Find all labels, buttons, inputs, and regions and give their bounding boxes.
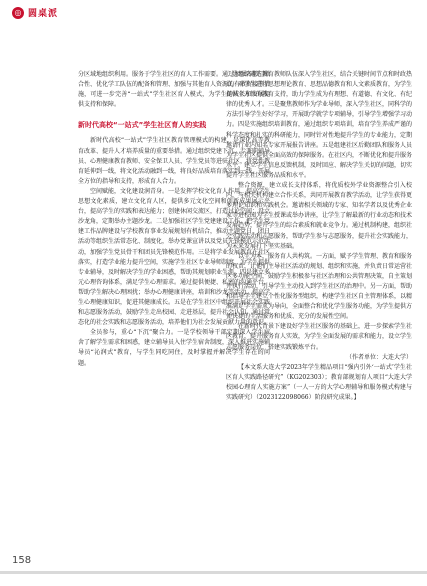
footer-rule bbox=[0, 571, 427, 574]
paragraph: 在新时代背景下建设好学生社区服务的基础上，进一步探索学生社区教育，提升服务育人实效，为学生全面发展的需求和能力，设立学生志愿服务岗位，搭建实践锻炼平台。 bbox=[226, 323, 413, 351]
page-number: 158 bbox=[12, 555, 32, 566]
brand-logo-icon: ◎ bbox=[12, 7, 24, 19]
paragraph: 二是组织遴选教育教师队伍深入学生社区，结合关键时间节点和时政热点，对学生进行思想理论教育、思想品德教育和人文素质教育，为学生提供全方位的教育支持，助力学生成为有理想、有道德、有文化、有纪律的优秀人才。三是聚焦教师作为学业导师，深入学生社区，同科学的方法引导学生好好学习，开展助学就学专项辅导，引导学生增强学习动力。四是实施组织培训教育，通过组织专项培训，培育学生养成严谨的科学态度和扎实的科研能力，同时针对性地提升学生的专业能力，定期邀请行业内知名专家开展报告讲座。五是组建社区后勤团队和服务人员为学生社区提供全面高效的保障服务。在社区内，不断优化和提升服务水平，建立学生信息反馈机制，及时回应、解决学生关切的问题，切实提升学生社区服务品质和水平。 bbox=[226, 71, 413, 179]
paragraph: 整合资源，建立成长支持体系，将优质校外学业资源整合引入校内，与相关机构建立合作关系，共同开展教育教学活动，让学生获得更多理论知识和实践机会。邀请相关领域的专家、知名学者以及优秀企业家等进校园为学生授课或举办讲座，让学生了解最新的行业动态和技术发展趋势，提升学生的综合素质和就业竞争力。通过机制构建，组织社会实践活动和志愿服务，帮助学生参与志愿服务，提升社会实践能力，为未来发展打下坚实基础。 bbox=[226, 182, 413, 250]
intro-paragraph: 分区域地组织利用。服务于学生社区的育人工作需要。通过加强各部门联合性、优化学工队伍的配备和管理、加强与其他育人资源的有效衔接等措施，可进一步完善“一站式”学生社区育人模式，为学生的成长和发展提供支持和保障。 bbox=[78, 71, 271, 109]
right-column bbox=[226, 70, 412, 403]
paragraph: 空间赋能，文化建设润青身。一是发挥学校文化育人作用，提高学生思想文化素质，建立文化育人区，提供多元文化空间和创新成果展示平台，提高学生的实践和表达能力；创建休闲交流区，打造讨论空间；设立沙龙角，定期举办主题沙龙。二是加强社区学生党建建设工作，把学生党建工作品牌建设与学校教育事业发展规划有机结合，推动主题党日、团日活动等组织生活常态化、制度化，举办党课宣讲以及党员先锋模范示范活动，加强学生党员骨干和团员先锋模范作用。三是将学业发展教育在社区落实，打造学业能力提升空间，实施学生社区专业导师制度，为学生提供专业辅导，及时解决学生的学业困惑，帮助其规划职业生涯。四是建立多元心理咨询体系，满足学生心理需求。通过提供便捷、私密的沟通平台，帮助学生解决心理困扰；举办心理健康讲座，培训和沙龙等活动，提高学生心理健康知识，促进其健康成长。五是在学生社区中组织开展社会实践和志愿服务活动，鼓励学生走出校园、走进基层，提升社会认知。通过常态化的社会实践和志愿服务活动，培养他们为社会发展贡献力量的意识。 bbox=[78, 187, 271, 327]
author-note: （作者单位：大连大学） bbox=[345, 353, 412, 361]
brand-name: 圆桌派 bbox=[28, 9, 59, 19]
paragraph: 新时代高校“一站式”学生社区教育管理模式的构建，是深化高等教育改革、提升人才培养质量的重要举措。通过组织党建下沉、专兼职辅导员、心理健康教育教师、安全保卫人员、学生党员等进驻社区，将党性教育延伸到一线，将文化活动融到一线，将良好品质培育落实到一线，开展全方位的指导和支持，形成育人合力。 bbox=[78, 137, 271, 185]
section-title: 新时代高校“一站式”学生社区育人的实践 bbox=[78, 121, 207, 130]
masthead bbox=[12, 6, 58, 19]
paragraph: 全员参与，重心“下沉”聚合力。一是学校领导干部定期深入学生宿舍了解学生需求和困惑，建立辅导员入住学生宿舍制度，深入推进实施辅导员“沁润式”教育，与学生同吃同住，及时掌握并解决学生存在的问题。 bbox=[78, 329, 271, 367]
paragraph: 以生为本，服务育人共构筑。一方面，赋予学生管理、教育和服务的权责，让他们主导社区活动的规划、组织和实施，并负责日常运营社区多功能空间，鼓励学生积极参与社区治理和公共管理决策，自主策划并执行活动，引导学生主动投入到学生社区的治理中。另一方面，帮助和指导学生建立个性化服务型组织，构建学生社区自主管理体系，以精准满足学生需求为导向，全面整合和优化学生服务功能，为学生提供方便快捷的生活服务和优质、充分的发展性空间。 bbox=[226, 252, 413, 321]
funding-note: 【本文系大连大学2023年学生精品项目“强内引外‘一站式’学生社区育人实践路径研究”（KG202303）；教育部规划育人项目“大连大学校园心理育人实施方案”（一人一方的大学心理辅导和服务模式构建与实践研究）（2023122098066）阶段研究成果。】 bbox=[226, 363, 412, 401]
